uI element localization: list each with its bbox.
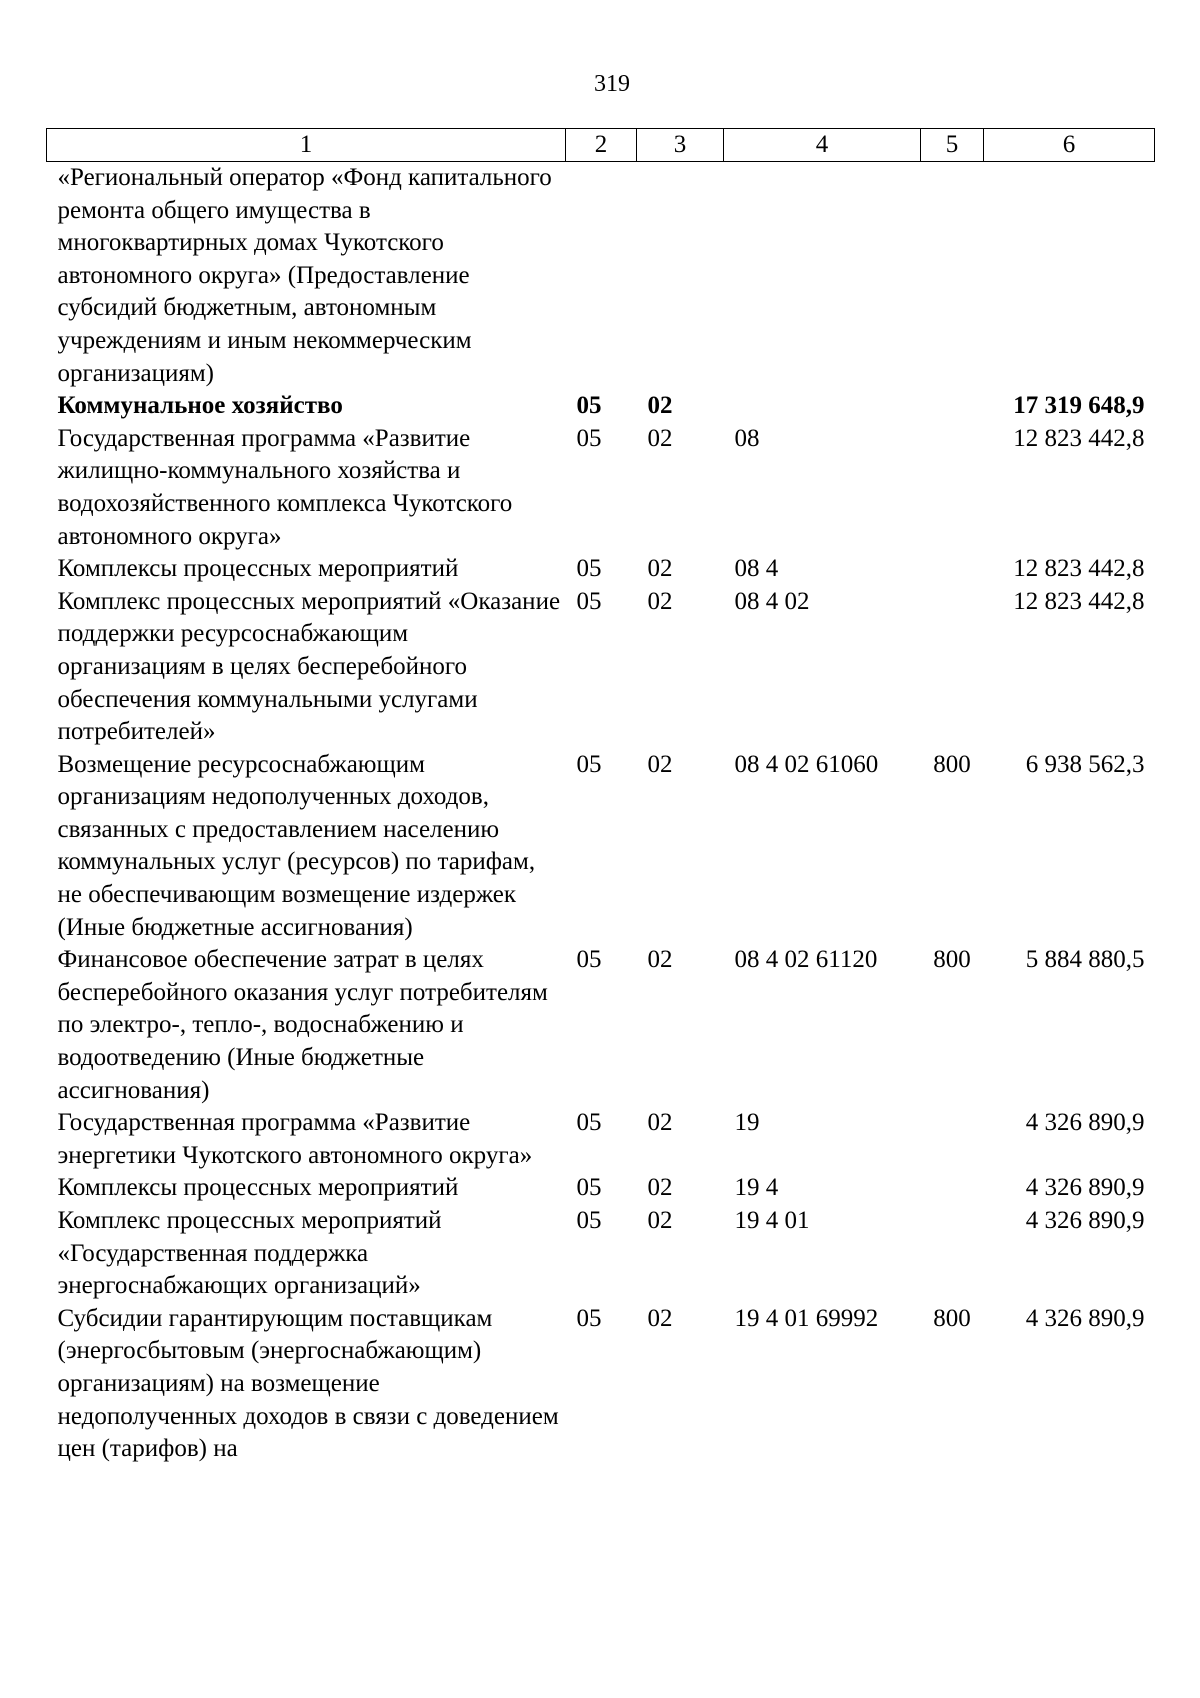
table-row xyxy=(47,1303,1155,1466)
table-row xyxy=(47,390,1155,423)
cell-expense-type: 800 xyxy=(933,946,971,974)
header-row xyxy=(47,129,1155,162)
table-row xyxy=(47,1107,1155,1172)
cell-expense-type xyxy=(921,162,984,391)
cell-section: 05 xyxy=(576,946,602,974)
cell-subsection: 02 xyxy=(647,946,673,974)
header-cell-name: 1 xyxy=(47,129,566,162)
cell-subsection: 02 xyxy=(647,1207,673,1234)
cell-program: 08 xyxy=(734,424,760,452)
cell-subsection xyxy=(637,162,724,391)
table-header xyxy=(47,129,1155,162)
cell-expense-type xyxy=(921,1205,984,1303)
cell-name: Комплекс процессных мероприятий «Государственная поддержка энергоснабжающих организаций» xyxy=(57,1207,442,1300)
cell-expense-type xyxy=(921,423,984,553)
header-cell-program: 4 xyxy=(724,129,921,162)
table-row xyxy=(47,1205,1155,1303)
cell-expense-type xyxy=(921,586,984,749)
header-cell-expense-type: 5 xyxy=(921,129,984,162)
cell-program: 19 xyxy=(734,1109,760,1137)
table-row xyxy=(47,1172,1155,1205)
cell-subsection: 02 xyxy=(647,424,673,452)
cell-section xyxy=(566,162,637,391)
cell-name: Комплексы процессных мероприятий xyxy=(57,555,459,583)
cell-name: Комплексы процессных мероприятий xyxy=(57,1174,459,1202)
cell-program xyxy=(724,162,921,391)
cell-subsection: 02 xyxy=(647,1304,673,1332)
header-cell-subsection: 3 xyxy=(637,129,724,162)
cell-amount xyxy=(984,162,1155,391)
cell-amount: 5 884 880,5 xyxy=(1025,946,1145,974)
cell-section: 05 xyxy=(576,555,602,583)
header-cell-section: 2 xyxy=(566,129,637,162)
cell-subsection: 02 xyxy=(647,1109,673,1137)
cell-section: 05 xyxy=(576,1109,602,1137)
table-row xyxy=(47,423,1155,553)
cell-amount: 4 326 890,9 xyxy=(1025,1174,1145,1202)
table-body xyxy=(47,162,1155,1466)
cell-expense-type xyxy=(921,1172,984,1205)
cell-program xyxy=(724,390,921,423)
cell-name: Финансовое обеспечение затрат в целях бесперебойного оказания услуг потребителям по электро-, тепло-, водоснабжению и водоотведению (Иные бюджетные ассигнования) xyxy=(57,946,548,1104)
cell-name: Комплекс процессных мероприятий «Оказание поддержки ресурсоснабжающим организациям в целях бесперебойного обеспечения коммунальными услугами потребителей» xyxy=(57,587,561,746)
cell-amount: 4 326 890,9 xyxy=(1025,1109,1145,1137)
cell-section: 05 xyxy=(576,424,602,452)
cell-program: 08 4 02 xyxy=(734,587,810,615)
cell-section: 05 xyxy=(576,587,602,615)
table-row xyxy=(47,944,1155,1107)
cell-subsection: 02 xyxy=(647,555,673,583)
cell-name: Субсидии гарантирующим поставщикам (энергосбытовым (энергоснабжающим) организациям) на возмещение недополученных доходов в связи с доведением цен (тарифов) на xyxy=(57,1304,559,1463)
cell-amount: 12 823 442,8 xyxy=(1013,587,1145,615)
cell-subsection: 02 xyxy=(647,392,673,420)
cell-amount: 4 326 890,9 xyxy=(1025,1304,1145,1332)
cell-subsection: 02 xyxy=(647,750,673,778)
budget-table xyxy=(46,128,1155,1466)
cell-amount: 4 326 890,9 xyxy=(1025,1207,1145,1234)
cell-section: 05 xyxy=(576,1174,602,1202)
cell-expense-type xyxy=(921,390,984,423)
cell-expense-type xyxy=(921,553,984,586)
header-cell-amount: 6 xyxy=(984,129,1155,162)
cell-section: 05 xyxy=(576,392,602,420)
cell-expense-type xyxy=(921,1107,984,1172)
cell-program: 08 4 02 61120 xyxy=(734,946,878,974)
cell-subsection: 02 xyxy=(647,1174,673,1202)
cell-section: 05 xyxy=(576,1304,602,1332)
cell-section: 05 xyxy=(576,1207,602,1234)
cell-program: 19 4 xyxy=(734,1174,779,1202)
cell-expense-type: 800 xyxy=(933,1304,971,1332)
cell-expense-type: 800 xyxy=(933,750,971,778)
cell-name: Государственная программа «Развитие энергетики Чукотского автономного округа» xyxy=(57,1109,533,1169)
table-row xyxy=(47,162,1155,391)
cell-name: Государственная программа «Развитие жилищно-коммунального хозяйства и водохозяйственного комплекса Чукотского автономного округа» xyxy=(57,424,513,550)
cell-amount: 12 823 442,8 xyxy=(1013,424,1145,452)
cell-name: «Региональный оператор «Фонд капитального ремонта общего имущества в многоквартирных домах Чукотского автономного округа» (Предоставление субсидий бюджетным, автономным учреждениям и иным некоммерческим организациям) xyxy=(57,164,552,387)
cell-amount: 12 823 442,8 xyxy=(1013,555,1145,583)
cell-program: 08 4 02 61060 xyxy=(734,750,879,778)
cell-program: 19 4 01 69992 xyxy=(734,1304,879,1332)
table-row xyxy=(47,586,1155,749)
cell-name: Коммунальное хозяйство xyxy=(57,392,343,420)
table-row xyxy=(47,749,1155,945)
cell-subsection: 02 xyxy=(647,587,673,615)
cell-name: Возмещение ресурсоснабжающим организациям недополученных доходов, связанных с предоставлением населению коммунальных услуг (ресурсов) по тарифам, не обеспечивающим возмещение издержек (Иные бюджетные ассигнования) xyxy=(57,750,536,941)
table-row xyxy=(47,553,1155,586)
cell-program: 08 4 xyxy=(734,555,779,583)
cell-amount: 6 938 562,3 xyxy=(1025,750,1145,778)
cell-amount: 17 319 648,9 xyxy=(1013,392,1145,420)
page-number: 319 xyxy=(594,71,630,97)
cell-program: 19 4 01 xyxy=(734,1207,810,1234)
cell-section: 05 xyxy=(576,750,602,778)
